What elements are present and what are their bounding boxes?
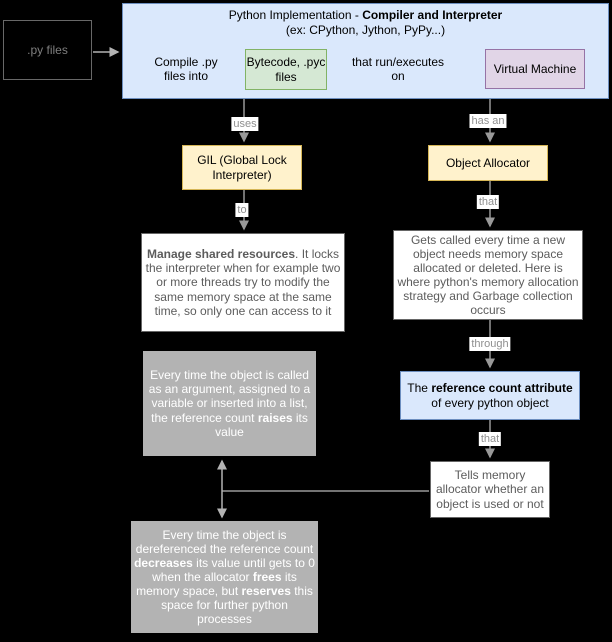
- manage-text: Manage shared resources. It locks the interpreter when for example two or more threads try to modify the same memory space at the same time, so only one can access to it: [145, 247, 341, 318]
- gil-box: GIL (Global Lock Interpreter): [182, 145, 302, 190]
- edge-label-that-2: that: [480, 433, 500, 445]
- edge-label-through: through: [471, 338, 509, 350]
- decreases-text: Every time the object is dereferenced the reference count decreases its value until gets to 0 when the allocator frees its memory space, but reserves this space for further python processes: [134, 527, 315, 627]
- py-files-box: [3, 20, 92, 80]
- edge-label-has-an: has an: [471, 115, 505, 127]
- tells-memory-allocator-box: Tells memory allocator whether an object is used or not: [430, 461, 550, 518]
- compile-text: Compile .py files into: [154, 54, 218, 83]
- edge-label-uses: uses: [233, 118, 257, 130]
- container-subtitle: (ex: CPython, Jython, PyPy...): [285, 23, 446, 37]
- gets-called-box: Gets called every time a new object needs memory space allocated or deleted. Here is where python's memory allocation strategy and Garbage collection occurs: [393, 230, 583, 320]
- edge-label-that-1: that: [478, 196, 498, 208]
- virtual-machine-box: Virtual Machine: [485, 49, 585, 89]
- reference-count-box: [400, 371, 580, 420]
- ref-count-text: The reference count attribute of every python object: [407, 381, 573, 410]
- object-allocator-box: Object Allocator: [428, 145, 548, 181]
- py-files-label: .py files: [27, 42, 68, 57]
- run-executes-text: that run/executes on: [351, 54, 445, 83]
- raises-text: Every time the object is called as an argument, assigned to a variable or inserted into a list, the reference count raises its value: [148, 368, 311, 439]
- reference-count-decreases-box: [131, 521, 318, 633]
- manage-shared-resources-box: [141, 233, 345, 332]
- container-title: [122, 8, 609, 38]
- reference-count-raises-box: [143, 351, 316, 456]
- container-title-line1: Python Implementation - Compiler and Interpreter: [228, 8, 503, 22]
- edge-label-to: to: [237, 204, 247, 216]
- bytecode-box: Bytecode, .pyc files: [245, 49, 327, 90]
